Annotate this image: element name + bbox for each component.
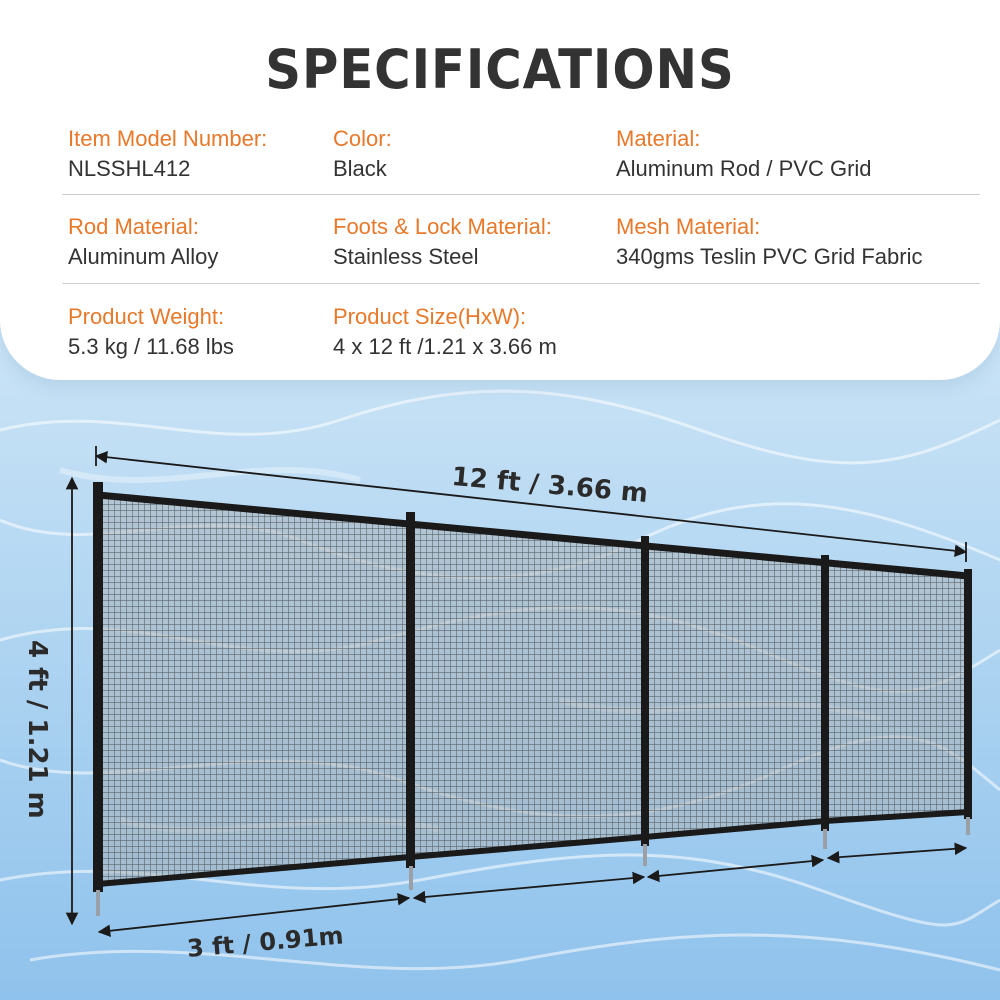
panel-dimension-line (828, 848, 966, 858)
panel-dimension-line (648, 860, 823, 877)
spec-label: Rod Material: (68, 214, 199, 239)
spec-value: 340gms Teslin PVC Grid Fabric (616, 244, 923, 269)
fence-stake (966, 817, 970, 835)
spec-value: Stainless Steel (333, 244, 479, 269)
fence-pole (93, 482, 103, 892)
spec-label: Product Size(HxW): (333, 304, 527, 329)
spec-label: Foots & Lock Material: (333, 214, 552, 239)
fence-panel (98, 493, 410, 887)
fence-stake (409, 866, 413, 890)
width-dimension-label: 12 ft / 3.66 m (450, 462, 650, 510)
spec-value: NLSSHL412 (68, 156, 191, 181)
fence-pole (964, 569, 972, 819)
fence-panel (410, 521, 645, 858)
spec-value: Black (333, 156, 387, 181)
spec-value: Aluminum Alloy (68, 244, 219, 269)
panel-dimension-line (99, 898, 409, 932)
fence-stake (643, 844, 647, 866)
fence-pole (641, 536, 649, 846)
height-dimension-label: 4 ft / 1.21 m (22, 640, 52, 819)
spec-value: 4 x 12 ft /1.21 x 3.66 m (333, 334, 557, 359)
fence-panel (645, 544, 825, 838)
spec-label: Material: (616, 126, 701, 151)
panel-dimension-label: 3 ft / 0.91m (186, 921, 345, 963)
fence-panel (825, 562, 968, 822)
spec-label: Mesh Material: (616, 214, 761, 239)
fence-stake (823, 829, 827, 849)
spec-label: Color: (333, 126, 392, 151)
spec-value: Aluminum Rod / PVC Grid (616, 156, 872, 181)
spec-label: Item Model Number: (68, 126, 268, 151)
fence-pole (821, 555, 829, 831)
page-title: SPECIFICATIONS (265, 38, 735, 101)
spec-value: 5.3 kg / 11.68 lbs (68, 334, 234, 359)
spec-label: Product Weight: (68, 304, 225, 329)
fence-pole (406, 512, 415, 868)
fence-stake (96, 890, 100, 916)
panel-dimension-line (414, 877, 644, 898)
